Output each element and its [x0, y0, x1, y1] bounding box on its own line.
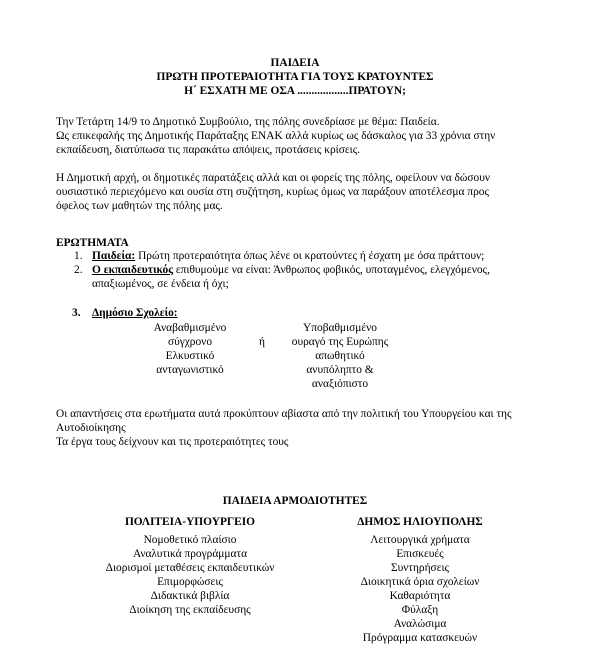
- question-text: Πρώτη προτεραιότητα όπως λένε οι κρατούντες ή έσχατη με όσα πράττουν;: [135, 250, 485, 262]
- list-item: Πρόγραμμα κατασκευών: [362, 632, 478, 644]
- list-item: Διοίκηση της εκπαίδευσης: [129, 604, 251, 616]
- list-item: Διορισμοί μεταθέσεις εκπαιδευτικών: [105, 562, 275, 574]
- list-item: Συντηρήσεις: [390, 562, 450, 574]
- option-left: Ελκυστικό: [165, 350, 215, 362]
- list-item: Επιμορφώσεις: [157, 576, 223, 588]
- option-right: ανυπόληπτο &: [306, 364, 374, 376]
- intro-line: όφελος των μαθητών της πόλης μας.: [56, 200, 223, 212]
- list-item: Καθαριότητα: [389, 590, 451, 602]
- option-left: ανταγωνιστικό: [156, 364, 224, 376]
- doc-subtitle: ΠΡΩΤΗ ΠΡΟΤΕΡΑΙΟΤΗΤΑ ΓΙΑ ΤΟΥΣ ΚΡΑΤΟΥΝΤΕΣ: [156, 71, 434, 83]
- question-label: Παιδεία:: [92, 250, 136, 262]
- list-item: Επισκευές: [396, 548, 444, 560]
- option-left: σύγχρονο: [167, 336, 213, 348]
- question-number: 1.: [74, 250, 83, 262]
- question-number: 3.: [72, 307, 81, 319]
- list-item: Αναλώσιμα: [393, 618, 447, 630]
- question-number: 2.: [74, 264, 83, 276]
- option-right: ουραγό της Ευρώπης: [291, 336, 389, 348]
- list-item: Φύλαξη: [401, 604, 439, 616]
- option-right: Υποβαθμισμένο: [303, 322, 377, 334]
- option-right: απωθητικό: [315, 350, 365, 362]
- column-heading-right: ΔΗΜΟΣ ΗΛΙΟΥΠΟΛΗΣ: [357, 516, 483, 528]
- question-text: επιθυμούμε να είναι: Άνθρωπος φοβικός, υποταγμένος, ελεγχόμενος,: [173, 264, 490, 276]
- doc-title: ΠΑΙΔΕΙΑ: [270, 57, 320, 69]
- intro-line: Η Δημοτική αρχή, οι δημοτικές παρατάξεις αλλά και οι φορείς της πόλης, οφείλουν να δώσουν: [56, 172, 491, 184]
- list-item: Νομοθετικό πλαίσιο: [143, 534, 237, 546]
- question-1: [92, 249, 484, 263]
- questions-heading: ΕΡΩΤΗΜΑΤΑ: [56, 237, 129, 249]
- list-item: Διοικητικά όρια σχολείων: [360, 576, 480, 588]
- doc-subtitle-2: Η΄ ΕΣΧΑΤΗ ΜΕ ΟΣΑ ..................ΠΡΑΤΟΥΝ;: [184, 85, 406, 97]
- closing-line: Αυτοδιοίκησης: [56, 422, 126, 434]
- intro-line: Την Τετάρτη 14/9 το Δημοτικό Συμβούλιο, της πόλης συνεδρίασε με θέμα: Παιδεία.: [56, 116, 440, 128]
- column-heading-left: ΠΟΛΙΤΕΙΑ-ΥΠΟΥΡΓΕΙΟ: [124, 516, 256, 528]
- closing-line: Τα έργα τους δείχνουν και τις προτεραιότητες τους: [56, 436, 289, 448]
- intro-line: εκπαίδευση, διατύπωσα τις παρακάτω απόψεις, προτάσεις κρίσεις.: [56, 144, 361, 156]
- question-label: Ο εκπαιδευτικός: [92, 264, 173, 276]
- question-2: [92, 263, 490, 277]
- list-item: Διδακτικά βιβλία: [150, 590, 230, 602]
- list-item: Λειτουργικά χρήματα: [370, 534, 470, 546]
- question-text-cont: απαξιωμένος, σε ένδεια ή όχι;: [92, 278, 229, 290]
- intro-line: ουσιαστικό περιεχόμενο και ουσία στη συζήτηση, κυρίως όμως να παράξουν αποτέλεσμα προς: [56, 186, 489, 198]
- intro-line: Ως επικεφαλής της Δημοτικής Παράταξης ΕΝΑΚ αλλά κυρίως ως δάσκαλος για 33 χρόνια στην: [56, 130, 496, 142]
- responsibilities-heading: ΠΑΙΔΕΙΑ ΑΡΜΟΔΙΟΤΗΤΕΣ: [222, 495, 368, 507]
- or-label: ή: [259, 336, 265, 348]
- option-right: αναξιόπιστο: [311, 378, 369, 390]
- list-item: Αναλυτικά προγράμματα: [132, 548, 248, 560]
- option-left: Αναβαθμισμένο: [153, 322, 227, 334]
- question-label: Δημόσιο Σχολείο:: [92, 307, 178, 319]
- closing-line: Οι απαντήσεις στα ερωτήματα αυτά προκύπτουν αβίαστα από την πολιτική του Υπουργείου και της: [56, 408, 512, 420]
